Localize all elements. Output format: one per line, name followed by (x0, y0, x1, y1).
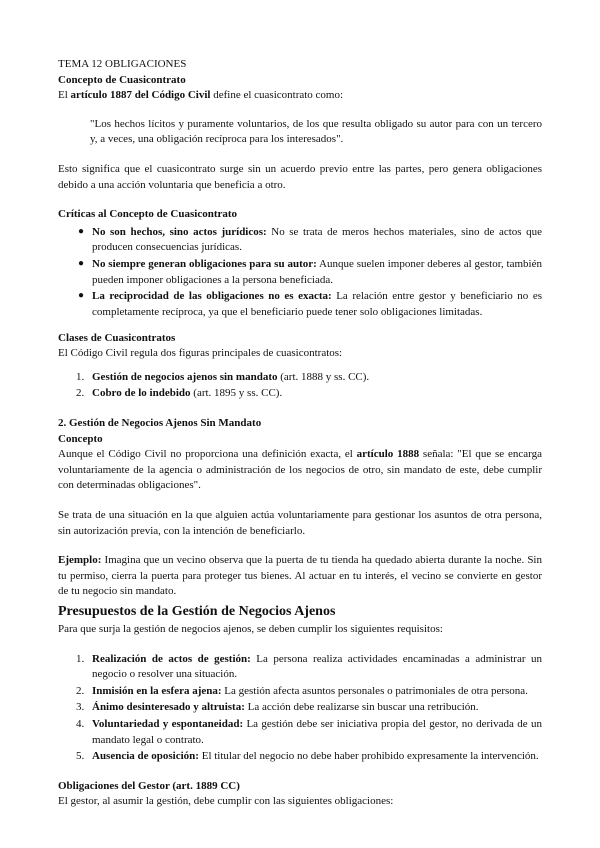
item-number: 5. (76, 750, 85, 763)
item-text: La acción debe realizarse sin buscar una retribución. (244, 701, 479, 714)
subheading-concepto: Concepto (58, 432, 103, 445)
bullet-icon: ● (78, 258, 85, 270)
clases-intro: El Código Civil regula dos figuras principales de cuasicontratos: (58, 347, 343, 360)
heading-concepto-cuasicontrato: Concepto de Cuasicontrato (58, 73, 186, 86)
list-item (58, 386, 542, 402)
item-bold: Ausencia de oposición: (92, 750, 199, 763)
item-number: 3. (76, 701, 85, 714)
p1-bold: artículo 1888 (356, 448, 420, 461)
item-bold: Voluntariedad y espontaneidad: (92, 717, 244, 730)
situation-paragraph: Se trata de una situación en la que alguien actúa voluntariamente para gestionar los asuntos de otra persona, sin autorización previa, con la intención de beneficiarlo. (58, 509, 542, 537)
item-number: 2. (76, 387, 85, 400)
item-bold: La reciprocidad de las obligaciones no es exacta: (92, 290, 332, 303)
document-page (58, 57, 542, 810)
item-bold: Gestión de negocios ajenos sin mandato (92, 370, 278, 383)
item-text: La gestión debe ser iniciativa propia del gestor, no derivada de un mandato legal o contrato. (92, 717, 542, 746)
intro-text-end: define el cuasicontrato como: (210, 89, 344, 102)
item-bold: No siempre generan obligaciones para su autor: (92, 258, 317, 271)
item-text: (art. 1888 y ss. CC). (277, 370, 370, 383)
obligaciones-intro: El gestor, al asumir la gestión, debe cumplir con las siguientes obligaciones: (58, 795, 394, 808)
heading-gestion-negocios: 2. Gestión de Negocios Ajenos Sin Mandato (58, 416, 262, 429)
intro-bold: artículo 1887 del Código Civil (70, 89, 211, 102)
p1-text: Aunque el Código Civil no proporciona una definición exacta, el (58, 448, 357, 461)
item-bold: Inmisión en la esfera ajena: (92, 684, 222, 697)
item-number: 4. (76, 717, 85, 730)
item-bold: Realización de actos de gestión: (92, 652, 251, 665)
item-text: (art. 1895 y ss. CC). (190, 387, 283, 400)
example-text: Imagina que un vecino observa que la puerta de tu tienda ha quedado abierta durante la noche. Sin tu permiso, cierra la puerta para proteger tus bienes. Al actuar en tu interés, el vecino se convierte en gestor de tu negocio sin mandato. (58, 554, 542, 598)
item-text: Aunque suelen imponer deberes al gestor, también pueden imponer obligaciones a la persona beneficiada. (92, 258, 542, 286)
item-bold: Cobro de lo indebido (92, 387, 191, 400)
list-item (58, 652, 542, 683)
explanation-paragraph: Esto significa que el cuasicontrato surge sin un acuerdo previo entre las partes, pero genera obligaciones debido a una acción voluntaria que beneficia a otro. (58, 163, 542, 191)
heading-clases: Clases de Cuasicontratos (58, 331, 176, 344)
item-text: La persona realiza actividades encaminadas a administrar un negocio o resolver una situación. (92, 652, 542, 681)
list-item (58, 684, 542, 700)
doc-title: TEMA 12 OBLIGACIONES (58, 58, 187, 70)
p1-text-end: señala: "El que se encarga voluntariamente de la agencia o administración de los negocios de otro, sin mandato de este, debe cumplir con determinadas obligaciones". (58, 448, 542, 492)
clases-list (58, 370, 542, 402)
item-bold: Ánimo desinteresado y altruista: (92, 701, 245, 714)
item-text: La gestión afecta asuntos personales o patrimoniales de otra persona. (221, 684, 528, 697)
presupuestos-intro: Para que surja la gestión de negocios ajenos, se deben cumplir los siguientes requisitos: (58, 622, 443, 635)
list-item (58, 370, 542, 386)
heading-presupuestos: Presupuestos de la Gestión de Negocios Ajenos (58, 604, 336, 620)
presupuestos-list (58, 652, 542, 765)
list-item (58, 717, 542, 748)
item-number: 2. (76, 684, 85, 697)
example-paragraph (58, 553, 542, 600)
art1888-paragraph (58, 447, 542, 494)
item-text: El titular del negocio no debe haber prohibido expresamente la intervención. (198, 750, 539, 763)
list-item (58, 257, 542, 288)
list-item (58, 749, 542, 765)
item-number: 1. (76, 370, 85, 383)
bullet-icon: ● (78, 225, 85, 237)
heading-obligaciones-gestor: Obligaciones del Gestor (art. 1889 CC) (58, 779, 240, 792)
item-text: La relación entre gestor y beneficiario no es completamente recíproca, ya que el beneficiario puede tener solo obligaciones limitadas. (92, 290, 542, 318)
item-text: No se trata de meros hechos materiales, sino de actos que producen consecuencias jurídicas. (92, 225, 543, 254)
item-number: 1. (76, 652, 85, 665)
list-item (58, 700, 542, 716)
example-label: Ejemplo: (58, 554, 102, 567)
criticas-list (58, 225, 542, 321)
heading-criticas: Críticas al Concepto de Cuasicontrato (58, 208, 238, 221)
list-item (58, 289, 542, 320)
list-item (58, 225, 542, 256)
intro-paragraph (58, 88, 542, 104)
item-bold: No son hechos, sino actos jurídicos: (92, 225, 267, 238)
quote-1887: "Los hechos lícitos y puramente voluntarios, de los que resulta obligado su autor para con un tercero y, a veces, una obligación recíproca para los interesados". (90, 117, 542, 146)
intro-text: El (58, 89, 71, 102)
bullet-icon: ● (78, 290, 85, 302)
